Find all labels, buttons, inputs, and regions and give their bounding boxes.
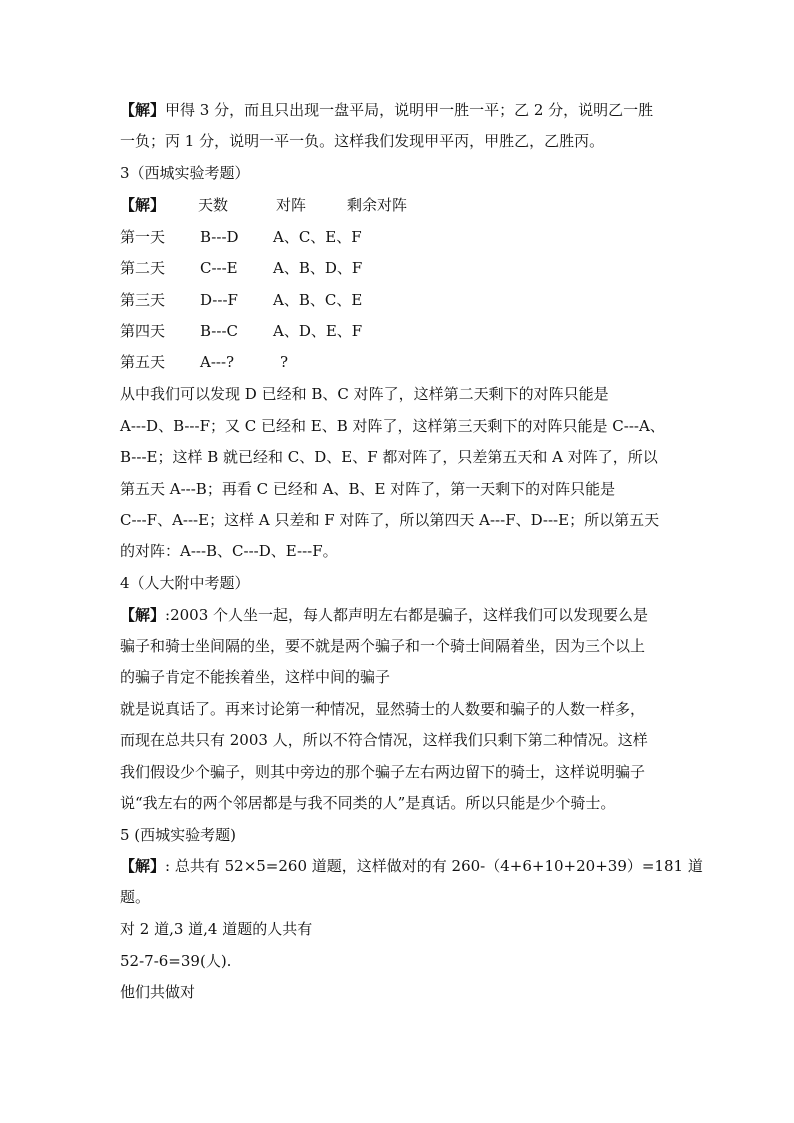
header-remaining: 剩余对阵 <box>347 196 408 214</box>
answer-line-2: 一负；丙 1 分，说明一平一负。这样我们发现甲平丙，甲胜乙，乙胜丙。 <box>120 132 605 150</box>
paragraph-line: 的骗子肯定不能挨着坐，这样中间的骗子 <box>120 668 391 686</box>
answer-tag: 【解】 <box>120 857 166 875</box>
question-3-title: 3（西城实验考题） <box>120 164 250 182</box>
paragraph-line: 【解】: 总共有 52×5=260 道题，这样做对的有 260-（4+6+10+20+39）=181 道 <box>120 857 703 875</box>
paragraph-line: 第五天 A---B；再看 C 已经和 A、B、E 对阵了，第一天剩下的对阵只能是 <box>120 480 616 498</box>
answer-tag: 【解】 <box>120 101 166 119</box>
answer-tag: 【解】 <box>120 196 166 214</box>
paragraph-line: B---E；这样 B 就已经和 C、D、E、F 都对阵了，只差第五天和 A 对阵了，所以 <box>120 448 658 466</box>
paragraph-line: 题。 <box>120 888 151 906</box>
schedule-row: 第三天 D---F A、B、C、E <box>120 291 363 309</box>
paragraph-line: 而现在总共只有 2003 人，所以不符合情况，这样我们只剩下第二种情况。这样 <box>120 731 648 749</box>
paragraph-line: 说“我左右的两个邻居都是与我不同类的人”是真话。所以只能是少个骑士。 <box>120 794 616 812</box>
paragraph-line: 就是说真话了。再来讨论第一种情况，显然骑士的人数要和骗子的人数一样多， <box>120 700 646 718</box>
header-days: 天数 <box>198 196 229 214</box>
header-match: 对阵 <box>276 196 307 214</box>
answer-tag: 【解】 <box>120 606 166 624</box>
paragraph-line: 的对阵：A---B、C---D、E---F。 <box>120 542 338 560</box>
paragraph-line: 对 2 道,3 道,4 道题的人共有 <box>120 920 313 938</box>
paragraph-line: 我们假设少个骗子，则其中旁边的那个骗子左右两边留下的骑士，这样说明骗子 <box>120 763 646 781</box>
schedule-row: 第四天 B---C A、D、E、F <box>120 322 363 340</box>
schedule-row: 第二天 C---E A、B、D、F <box>120 259 363 277</box>
paragraph-line: 从中我们可以发现 D 已经和 B、C 对阵了，这样第二天剩下的对阵只能是 <box>120 385 609 403</box>
paragraph-line: A---D、B---F；又 C 已经和 E、B 对阵了，这样第三天剩下的对阵只能是 C---A、 <box>120 417 665 435</box>
schedule-row: 第五天 A---? ? <box>120 353 289 371</box>
paragraph-line: C---F、A---E；这样 A 只差和 F 对阵了，所以第四天 A---F、D---E；所以第五天 <box>120 511 660 529</box>
schedule-row: 第一天 B---D A、C、E、F <box>120 228 362 246</box>
paragraph-line: 【解】:2003 个人坐一起，每人都声明左右都是骗子，这样我们可以发现要么是 <box>120 606 649 624</box>
paragraph-line: 52-7-6=39(人). <box>120 952 232 970</box>
question-5-title: 5 (西城实验考题) <box>120 826 237 844</box>
schedule-header <box>120 195 680 215</box>
paragraph-line: 他们共做对 <box>120 983 196 1001</box>
answer-line-1: 【解】甲得 3 分，而且只出现一盘平局，说明甲一胜一平；乙 2 分，说明乙一胜 <box>120 101 654 119</box>
paragraph-line: 骗子和骑士坐间隔的坐，要不就是两个骗子和一个骑士间隔着坐，因为三个以上 <box>120 637 646 655</box>
question-4-title: 4（人大附中考题） <box>120 574 250 592</box>
